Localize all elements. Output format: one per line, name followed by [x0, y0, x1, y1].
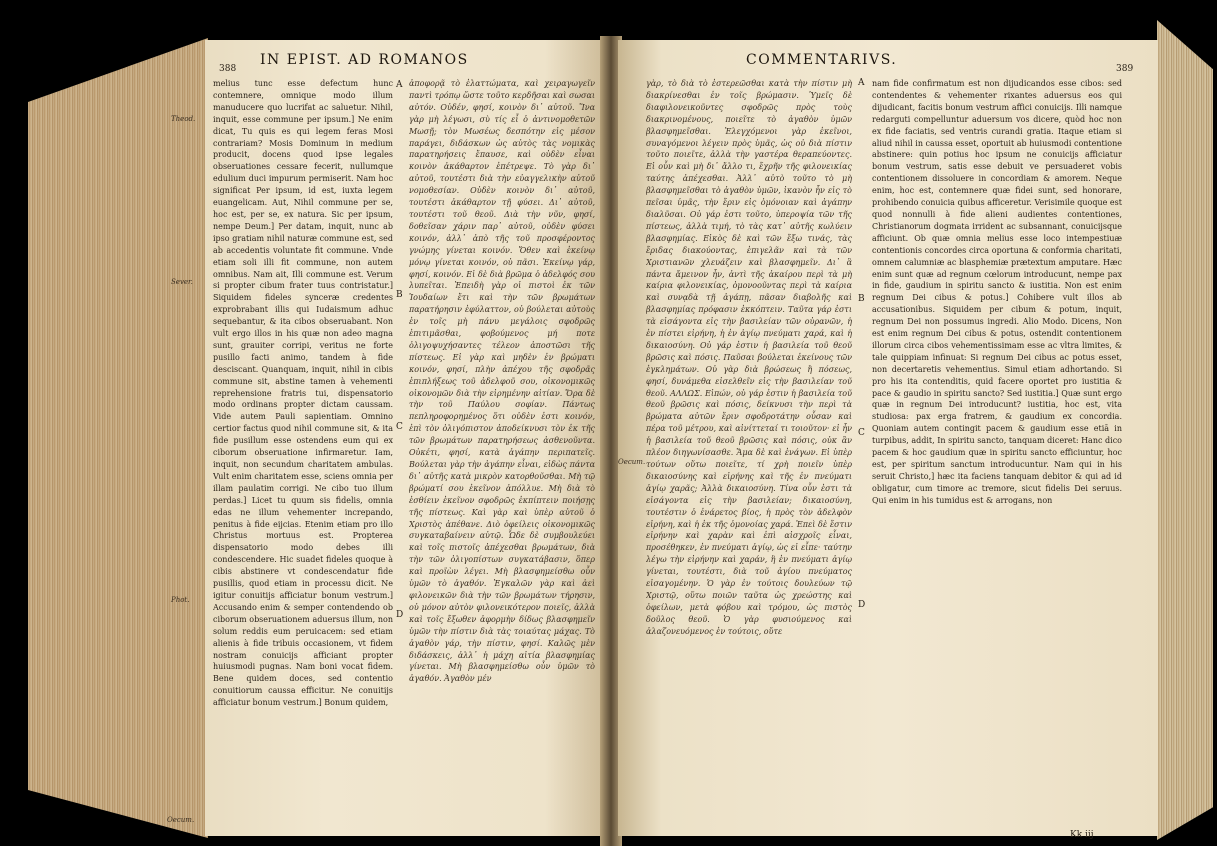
- right-page-edges: [1157, 20, 1213, 840]
- section-letter-d: D: [396, 610, 404, 620]
- margin-note-phot: Phot.: [171, 596, 190, 604]
- section-letter-a: A: [858, 78, 865, 88]
- greek-column: γὰρ, τὸ διὰ τὸ ἐστερεῶσθαι κατὰ τὴν πίστιν μὴ διακρίνεσθαι ἐν τοῖς βρώμασιν. Ὑμεῖς δὲ διαφιλονεικοῦντες σφοδρῶς πρὸς τοὺς διακρινομένους, ποιεῖτε τὸ ἀγαθὸν ὑμῶν βλασφημεῖσθαι. Ἐλεγχόμενοι γὰρ ἐκεῖνοι, συναγόμενοι λέγειν πρὸς ὑμᾶς, ὡς οὐ διὰ πίστιν τοῦτο ποιεῖτε, ἀλλὰ τὴν γαστέρα θεραπεύοντες. Εἰ οὖν καὶ μὴ δι᾽ ἄλλο τι, ἔχρῆν τῆς φιλονεικίας ταύτης ἀπέχεσθαι. Ἀλλ᾽ αὐτὸ τοῦτο τὸ μὴ βλασφημεῖσθαι τὸ ἀγαθὸν ὑμῶν, ἱκανὸν ἦν εἰς τὸ πεῖσαι ὑμᾶς, τὴν ἔριν εἰς ὁμόνοιαν καὶ ἀγάπην διαλῦσαι. Οὐ γάρ ἐστι τοῦτο, ὑπεροψία τῶν τῆς πίστεως, ἀλλὰ τιμή, τὸ τὰς κατ᾽ αὐτῆς κωλύειν βλασφημίας. Εἰκὸς δὲ καὶ τῶν ἔξω τινάς, τὰς ἔριδας διακούοντας, ἐπιγελᾶν καὶ τὰ τῶν Χριστιανῶν χλευάζειν καὶ βλασφημεῖν. Δι᾽ ἃ πάντα ἄμεινον ἦν, ἀντὶ τῆς ἀκαίρου περὶ τὰ μὴ καίρια φιλονεικίας, ὁμονοοῦντας περὶ τὰ καίρια καὶ συνᾳδὰ τῇ ἀγάπῃ, πᾶσαν διαβολῆς καὶ βλασφημίας πρόφασιν ἐκκόπτειν. Ταῦτα γάρ ἐστι τὰ εἰσάγοντα εἰς τὴν βασιλείαν τῶν οὐρανῶν, ἡ ἐν πίστει εἰρήνη, ἡ ἐν ἁγίῳ πνεύματι χαρά, καὶ ἡ δικαιοσύνη. Οὐ γάρ ἐστιν ἡ βασιλεία τοῦ θεοῦ βρῶσις καὶ πόσις. Παῦσαι βούλεται ἐκείνους τῶν ἐγκλημάτων. Οὐ γὰρ διὰ βρώσεως ἢ πόσεως, φησί, δυνάμεθα εἰσελθεῖν εἰς τὴν βασιλείαν τοῦ θεοῦ. ΑΛΛΩΣ. Εἰπών, οὐ γάρ ἐστιν ἡ βασιλεία τοῦ θεοῦ βρῶσις καὶ πόσις, δείκνυσι τὴν περὶ τὰ βρώματα αὐτῶν ἔριν σφοδροτάτην οὖσαν καὶ πέρα τοῦ μέτρου, καὶ αἰνίττεταί τι τοιοῦτον· εἰ ἦν ἡ βασιλεία τοῦ θεοῦ βρῶσις καὶ πόσις, οὐκ ἂν πλέον διηγωνίσασθε. Ἅμα δὲ καὶ ἐνάγων. Εἰ ὑπὲρ τούτων οὕτω ποιεῖτε, τί χρὴ ποιεῖν ὑπὲρ δικαιοσύνης καὶ εἰρήνης καὶ τῆς ἐν πνεύματι ἁγίῳ χαρᾶς; Ἀλλὰ δικαιοσύνη. Τίνα οὖν ἐστι τὰ εἰσάγοντα εἰς τὴν βασιλείαν; δικαιοσύνη, τουτέστιν ὁ ἐνάρετος βίος, ἡ πρὸς τὸν ἀδελφὸν εἰρήνη, καὶ ἡ ἐκ τῆς ὁμονοίας χαρά. Ἐπεὶ δὲ ἔστιν εἰρήνην καὶ χαρὰν καὶ ἐπὶ αἰσχροῖς εἶναι, προσέθηκεν, ἐν πνεύματι ἁγίῳ, ὡς εἰ εἶπε· ταύτην λέγω τὴν εἰρήνην καὶ χαράν, ἣ ἐν πνεύματι ἁγίῳ γίνεται, τουτέστι, διὰ τοῦ ἁγίου πνεύματος εἰσαγομένην. Ὁ γὰρ ἐν τούτοις δουλεύων τῷ Χριστῷ, οὕτω ποιῶν ταῦτα ὡς χρεώστης καὶ ὀφείλων, μετὰ φόβου καὶ τρόμου, ὡς πιστὸς δοῦλος θεοῦ. Ὁ γὰρ φυσιούμενος καὶ ἀλαζονευόμενος ἐν τούτοις, οὔτε: [646, 79, 852, 636]
- left-page-number: 388: [219, 64, 237, 74]
- left-page-edges: [28, 38, 208, 838]
- margin-note-theod: Theod.: [171, 115, 196, 123]
- left-page: [167, 40, 605, 836]
- greek-column: ἀποφορᾷ τὸ ἐλαττώματα, καὶ χειραγωγεῖν παντὶ τρόπῳ ὥστε τοῦτο κερδῆσαι καὶ σωσαι αὐτόν. Οὐδέν, φησί, κοινὸν δι᾽ αὐτοῦ. Ἵνα γὰρ μὴ λέγωσι, σὺ τίς εἶ ὁ ἀντινομοθετῶν Μωσῇ; τὸν Μωσέως δεσπότην εἰς μέσον παράγει, διδάσκων ὡς αὐτὸς τὰς νομικὰς παρατηρήσεις ἔπαυσε, καὶ οὐδὲν εἶναι κοινὸν ἀκάθαρτον ἐπέτρεψε. Τὸ γὰρ δι᾽ αὐτοῦ, τουτέστι διὰ τὴν εὐαγγελικὴν αὐτοῦ νομοθεσίαν. Οὐδὲν κοινὸν δι᾽ αὐτοῦ, τουτέστι ἀκάθαρτον τῇ φύσει. Δι᾽ αὐτοῦ, τουτέστι τοῦ θεοῦ. Διὰ τὴν νῦν, φησί, δοθεῖσαν χάριν παρ᾽ αὐτοῦ, οὐδὲν φύσει κοινόν, ἀλλ᾽ ἀπὸ τῆς τοῦ προσφέροντος γνώμης γίνεται κοινόν. Ὅθεν καὶ ἐκείνῳ μόνῳ γίνεται κοινόν, οὐ πᾶσι. Ἐκείνῳ γάρ, φησί, κοινόν. Εἰ δὲ διὰ βρῶμα ὁ ἀδελφός σου λυπεῖται. Ἐπειδὴ γὰρ οἱ πιστοὶ ἐκ τῶν Ἰουδαίων ἔτι καὶ τὴν τῶν βρωμάτων παρατήρησιν ἐφύλαττον, οὐ βούλεται αὐτοὺς ἐν τοῖς μὴ πάνυ μεγάλοις σφοδρῶς ἐπιτιμᾶσθαι, φοβούμενος μή ποτε ὀλιγοψυχήσαντες τέλεον ἀποστῶσι τῆς πίστεως. Εἰ γὰρ καὶ μηδὲν ἐν βρώματι κοινόν, φησί, πλὴν ἀπέχου τῆς σφοδρᾶς ἐπιπλήξεως τοῦ ἀδελφοῦ σου, οἰκονομικῶς οἰκονομῶν διὰ τὴν εἰρημένην αἰτίαν. Ὅρα δὲ τὴν τοῦ Παύλου σοφίαν. Πάντως πεπληροφορημένος ὅτι οὐδὲν ἐστι κοινόν, ἐπὶ τὸν ὀλιγόπιστον ἀποδείκνυσι τὸν ἐκ τῆς τῶν βρωμάτων παρατηρήσεως ἀσθενοῦντα. Οὐκέτι, φησί, κατὰ ἀγάπην περιπατεῖς. Βούλεται γὰρ τὴν ἀγάπην εἶναι, εἰδὼς πάντα δι᾽ αὐτῆς κατὰ μικρὸν κατορθοῦσθαι. Μὴ τῷ βρώματί σου ἐκεῖνον ἀπόλλυε. Μὴ διὰ τὸ ἐσθίειν ἐκεῖνον σφοδρῶς ἐκπίπτειν ποιήσῃς τῆς πίστεως. Καὶ γὰρ καὶ ὑπὲρ αὐτοῦ ὁ Χριστὸς ἀπέθανε. Διὸ ὀφείλεις οἰκονομικῶς συγκαταβαίνειν αὐτῷ. Ὧδε δὲ συμβουλεύει καὶ τοῖς πιστοῖς ἀπέχεσθαι βρωμάτων, διὰ τὴν τῶν ὀλιγοπίστων συγκατάβασιν, ὅπερ καὶ προϊὼν λέγει. Μὴ βλασφημείσθω οὖν ὑμῶν τὸ ἀγαθόν. Ἐγκαλῶν γὰρ καὶ ἀεὶ φιλονεικῶν διὰ τὴν τῶν βρωμάτων τήρησιν, οὐ μόνον αὐτὸν φιλονεικότερον ποιεῖς, ἀλλὰ καὶ τοῖς ἔξωθεν ἀφορμὴν δίδως βλασφημεῖν ὑμῶν τὴν πίστιν διὰ τὰς τοιαύτας μάχας. Τὸ ἀγαθὸν γάρ, τὴν πίστιν, φησί. Καλῶς μὲν διδάσκεις, ἀλλ᾽ ἡ μάχη αἰτία βλασφημίας γίνεται. Μὴ βλασφημείσθω οὖν ὑμῶν τὸ ἀγαθόν. Ἀγαθὸν μέν: [409, 79, 595, 684]
- latin-column: melius tunc esse defectum hunc contemnere, omnique modo illum manuducere quo lucrifat ac saluetur. Nihil, inquit, esse commune per ipsum.] Ne enim dicat, Tu quis es qui legem feras Mosi contrariam? Mosis Dominum in medium producit, docens quod ipse legales obseruationes cessare fecerit, nullumque edulium duci impurum permiserit. Nam hoc significat Per ipsum, id est, iuxta legem euangelicam. Aut, Nihil commune per se, hoc est, per se, ex natura. Sic per ipsum, nempe Deum.] Per datam, inquit, nunc ab ipso gratiam nihil naturæ commune est, sed ab accedentis voluntate fit commune. Vnde etiam soli illi fit commune, non autem omnibus. Nam ait, Illi commune est. Verum si propter cibum frater tuus contristatur.] Siquidem fideles synceræ credentes exprobrabant illis qui Iudaismum adhuc sequebantur, & ita cibos obseruabant. Non vult ergo illos in his quæ non adeo magna sunt, grauiter corripi, veritus ne forte pusillo facti animo, tandem à fide desciscant. Quanquam, inquit, nihil in cibis commune sit, abstine tamen à vehementi reprehensione fratris tui, dispensatorio modo ordinans propter dictam caussam. Vide autem Pauli sapientiam. Omnino certior factus quod nihil commune sit, & ita fide pusillum esse ostendens eum qui ex ciborum obseruatione infirmaretur. Iam, inquit, non secundum charitatem ambulas. Vult enim charitatem esse, sciens omnia per illam paulatim corrigi. Ne cibo tuo illum perdas.] Licet tu quum sis fidelis, omnia edas ne illum vehementer increpando, penitus à fide eijcias. Etenim etiam pro illo Christus mortuus est. Propterea dispensatorio modo debes illi condescendere. Hic suadet fideles quoque à cibis abstinere vt condescendatur fide pusillis, quod etiam in processu dicit. Ne igitur conuitijs afficiatur bonum vestrum.] Accusando enim & semper contendendo ob ciborum obseruationem aduersus illum, non solum reddis eum peruicacem: sed etiam alienis à fide tribuis occasionem, vt fidem nostram conuicijs afficiant propter huiusmodi pugnas. Nam boni vocat fidem. Bene quidem doces, sed contentio conuitiorum caussa efficitur. Ne conuitijs afficiatur bonum vestrum.] Bonum quidem,: [213, 79, 393, 708]
- margin-note-oecum: Oecum.: [167, 816, 195, 824]
- section-letter-c: C: [396, 422, 403, 432]
- latin-column: nam fide confirmatum est non dijudicandos esse cibos: sed contendentes & vehementer rixantes aduersus eos qui dijudicant, facitis bonum vestrum affici conuicijs. Illi namque redarguti compelluntur aduersum vos dicere, quòd hoc non ex fide faciatis, sed ventris curandi gratia. Itaque etiam si aliud nihil in caussa esset, oportuit ab huiusmodi contentione abstinere: quin potius hoc ipsum ne conuicijs afficiatur bonum vestrum, satis esse debuit ve persuaderet vobis contentionem dissoluere in concordiam & amorem. Neque enim, hoc est, contemnere quæ fidei sunt, sed honorare, prohibendo conuicia quibus afficeretur. Verisimile quoque est quod nonnulli à fide alieni audientes contentiones, Christianorum dogmata irrident ac subsannant, conuicijsque afficiunt. Ob quæ omnia melius esse loco intempestiuæ contentionis concordes circa oportuna & conformia charitati, omnem calumniæ ac blasphemiæ prætextum amputare. Hæc enim sunt quæ ad regnum cœlorum introducunt, nempe pax in fide, gaudium in spiritu sancto & iustitia. Non est enim regnum Dei cibus & potus.] Cohibere vult illos ab accusationibus. Siquidem per cibum & potum, inquit, regnum Dei non possumus ingredi. Alio Modo. Dicens, Non est enim regnum Dei cibus & potus, ostendit contentionem illorum circa cibos vehementissimam esse ac vltra limites, & tale quippiam infinuat: Si regnum Dei cibus ac potus esset, non decertaretis vehementius. Simul etiam adhortando. Si pro his ita contenditis, quid facere oportet pro iustitia & pace & gaudio in spiritu sancto? Sed iustitia.] Quæ sunt ergo quæ in regnum Dei introducunt? iustitia, hoc est, vita studiosa: pax erga fratrem, & gaudium ex concordia. Quoniam autem contingit pacem & gaudium esse etiā in turpibus, addit, In spiritu sancto, tanquam diceret: Hanc dico pacem & hoc gaudium quæ in spiritu sancto efficiuntur, hoc est, per spiritum sanctum introducuntur. Nam qui in his seruit Christo,] hæc ita faciens tanquam debitor & qui ad id obligatur, cum timore ac tremore, sicut fidelis Dei seruus. Qui enim in his tumidus est & arrogans, non: [872, 79, 1122, 505]
- section-letter-b: B: [858, 294, 865, 304]
- right-running-header: COMMENTARIVS.: [746, 52, 898, 68]
- section-letter-b: B: [396, 290, 403, 300]
- left-running-header: IN EPIST. AD ROMANOS: [260, 52, 469, 68]
- margin-note-sever: Sever.: [171, 278, 193, 286]
- right-page: [618, 40, 1158, 840]
- section-letter-a: A: [396, 80, 403, 90]
- section-letter-d: D: [858, 600, 866, 610]
- section-letter-c: C: [858, 428, 865, 438]
- signature-mark: Kk iij: [1070, 830, 1094, 840]
- right-page-number: 389: [1116, 64, 1134, 74]
- margin-note-oecum: Oecum.: [618, 458, 646, 466]
